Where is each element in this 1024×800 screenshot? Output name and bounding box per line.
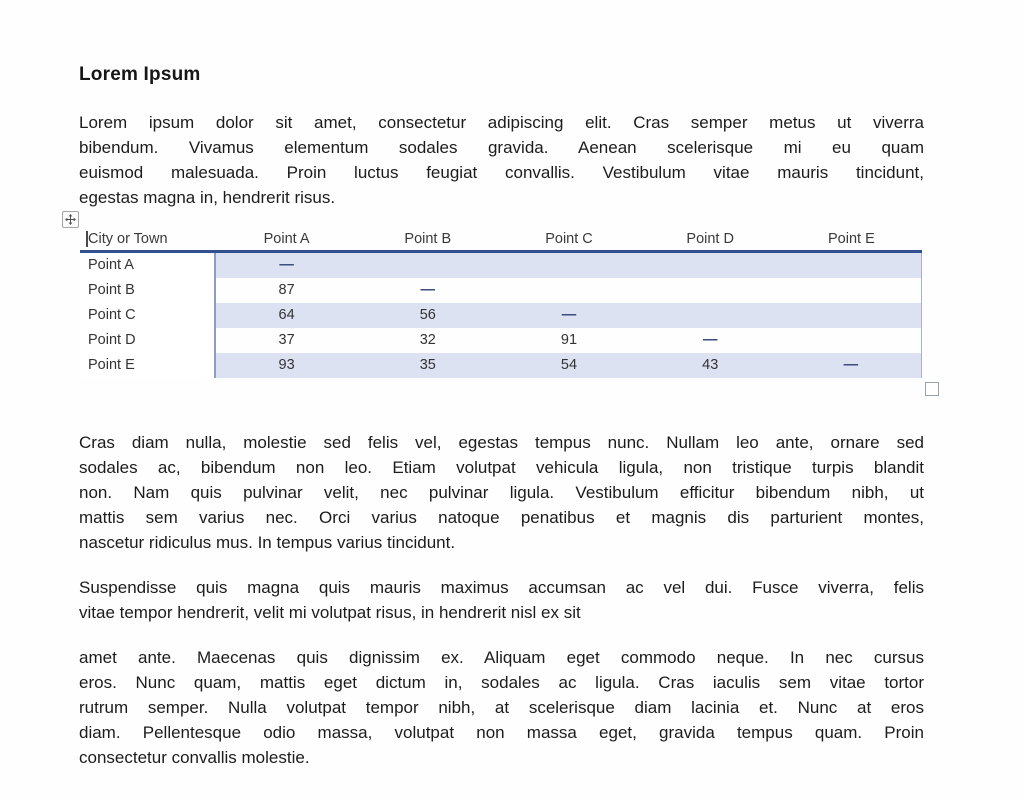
paragraph bbox=[79, 645, 924, 770]
table-row bbox=[80, 303, 922, 328]
distance-table bbox=[80, 229, 922, 378]
table-cell[interactable] bbox=[498, 253, 639, 278]
table-cell[interactable]: 37 bbox=[278, 332, 295, 348]
column-header[interactable]: Point D bbox=[686, 231, 734, 247]
table-row bbox=[80, 328, 922, 353]
table-cell[interactable] bbox=[640, 278, 781, 303]
paragraph bbox=[79, 430, 924, 555]
table-resize-handle[interactable] bbox=[925, 382, 939, 396]
table-cell[interactable] bbox=[781, 278, 922, 303]
text-line[interactable]: euismod malesuada. Proin luctus feugiat convallis. Vestibulum vitae mauris tincidunt, bbox=[79, 163, 924, 182]
table-header-row bbox=[80, 229, 922, 253]
text-line[interactable]: nascetur ridiculus mus. In tempus varius tincidunt. bbox=[79, 533, 456, 552]
table-cell[interactable]: 43 bbox=[640, 353, 781, 378]
text-line[interactable]: consectetur convallis molestie. bbox=[79, 748, 310, 767]
table-cell[interactable]: 64 bbox=[216, 303, 357, 328]
row-label[interactable]: Point A bbox=[80, 253, 216, 278]
row-label[interactable]: Point B bbox=[80, 278, 216, 303]
table-row bbox=[80, 353, 922, 378]
text-line[interactable]: non. Nam quis pulvinar velit, nec pulvinar ligula. Vestibulum efficitur bibendum nibh, ut bbox=[79, 483, 924, 502]
row-label[interactable]: Point E bbox=[80, 353, 216, 378]
table-cell[interactable] bbox=[640, 253, 781, 278]
text-line[interactable]: amet ante. Maecenas quis dignissim ex. Aliquam eget commodo neque. In nec cursus bbox=[79, 648, 924, 667]
table-cell[interactable] bbox=[498, 278, 639, 303]
text-line[interactable]: vitae tempor hendrerit, velit mi volutpat risus, in hendrerit nisl ex sit bbox=[79, 603, 581, 622]
table-row bbox=[80, 253, 922, 278]
table-cell[interactable]: 32 bbox=[419, 332, 436, 348]
table-cell[interactable]: 93 bbox=[216, 353, 357, 378]
text-line[interactable]: bibendum. Vivamus elementum sodales gravida. Aenean scelerisque mi eu quam bbox=[79, 138, 924, 157]
table-cell[interactable] bbox=[357, 253, 498, 278]
text-line[interactable]: Cras diam nulla, molestie sed felis vel, egestas tempus nunc. Nullam leo ante, ornare sed bbox=[79, 433, 924, 452]
table-cell[interactable]: — bbox=[498, 303, 639, 328]
text-line[interactable]: mattis sem varius nec. Orci varius natoque penatibus et magnis dis parturient montes, bbox=[79, 508, 924, 527]
paragraph bbox=[79, 110, 924, 210]
column-header[interactable]: Point E bbox=[828, 231, 875, 247]
table-cell[interactable]: — bbox=[420, 282, 436, 298]
table-cell[interactable]: — bbox=[216, 253, 357, 278]
table-cell[interactable] bbox=[781, 328, 922, 353]
text-line[interactable]: Suspendisse quis magna quis mauris maximus accumsan ac vel dui. Fusce viverra, felis bbox=[79, 578, 924, 597]
paragraph bbox=[79, 575, 924, 625]
text-line[interactable]: egestas magna in, hendrerit risus. bbox=[79, 188, 336, 207]
table-cell[interactable] bbox=[640, 303, 781, 328]
document-title[interactable]: Lorem Ipsum bbox=[79, 64, 201, 85]
table-cell[interactable]: 91 bbox=[560, 332, 578, 348]
table-row bbox=[80, 278, 922, 303]
text-line[interactable]: eros. Nunc quam, mattis eget dictum in, sodales ac ligula. Cras iaculis sem vitae tortor bbox=[79, 673, 924, 692]
table-cell[interactable] bbox=[781, 303, 922, 328]
column-header[interactable]: Point B bbox=[404, 231, 452, 247]
text-line[interactable]: rutrum semper. Nulla volutpat tempor nibh, at scelerisque diam lacinia et. Nunc at eros bbox=[79, 698, 924, 717]
table-cell[interactable] bbox=[781, 253, 922, 278]
table-cell[interactable]: 87 bbox=[278, 282, 295, 298]
row-label[interactable]: Point C bbox=[80, 303, 216, 328]
column-header[interactable]: Point C bbox=[545, 231, 593, 247]
table-move-handle[interactable] bbox=[62, 211, 79, 228]
table-cell[interactable]: — bbox=[781, 353, 922, 378]
table-body bbox=[80, 253, 922, 378]
table-cell[interactable]: 56 bbox=[357, 303, 498, 328]
text-line[interactable]: sodales ac, bibendum non leo. Etiam volutpat vehicula ligula, non tristique turpis blandit bbox=[79, 458, 924, 477]
row-label[interactable]: Point D bbox=[80, 328, 216, 353]
text-line[interactable]: Lorem ipsum dolor sit amet, consectetur adipiscing elit. Cras semper metus ut viverra bbox=[79, 113, 924, 132]
table-cell[interactable]: — bbox=[702, 332, 718, 348]
table-cell[interactable]: 35 bbox=[357, 353, 498, 378]
move-arrows-icon bbox=[65, 214, 76, 225]
text-line[interactable]: diam. Pellentesque odio massa, volutpat non massa eget, gravida tempus quam. Proin bbox=[79, 723, 924, 742]
table-cell[interactable]: 54 bbox=[498, 353, 639, 378]
column-header[interactable]: Point A bbox=[263, 231, 310, 247]
column-header[interactable]: City or Town bbox=[88, 231, 168, 247]
